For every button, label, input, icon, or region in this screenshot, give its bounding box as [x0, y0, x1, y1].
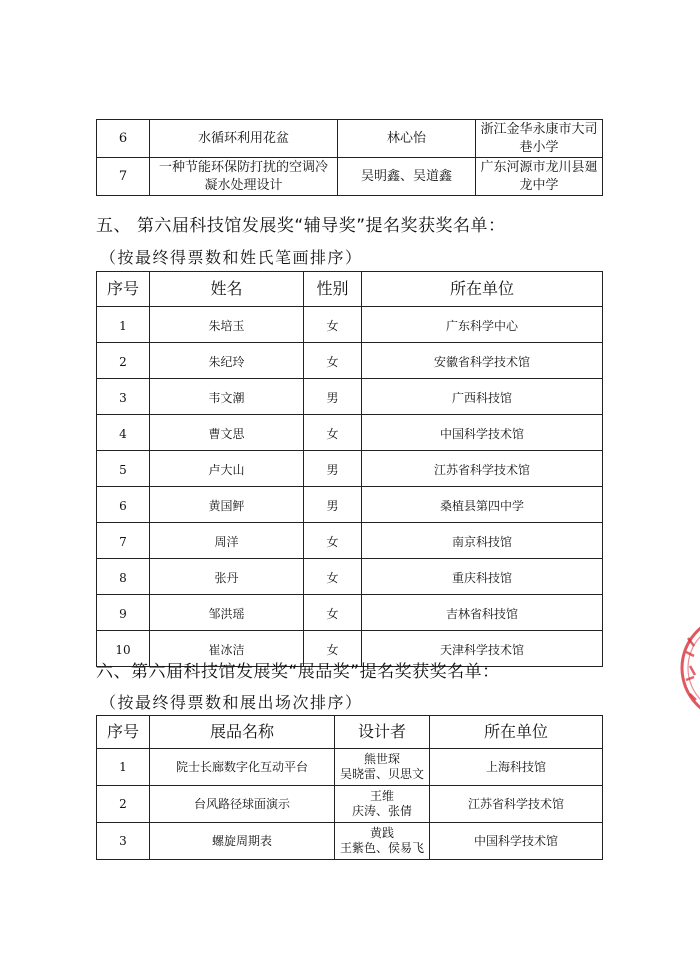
table-row	[97, 559, 603, 595]
header-unit: 所在单位	[362, 272, 603, 307]
table-row	[97, 158, 603, 196]
person-name: 崔冰洁	[150, 631, 304, 667]
section5-sort-note: （按最终得票数和姓氏笔画排序）	[100, 248, 363, 267]
row-number: 3	[97, 379, 150, 415]
person-name: 朱培玉	[150, 307, 304, 343]
person-gender: 女	[304, 523, 362, 559]
row-number: 6	[97, 487, 150, 523]
header-no: 序号	[97, 716, 150, 749]
table-header-row	[97, 716, 603, 749]
table-header-row	[97, 272, 603, 307]
person-unit: 吉林省科技馆	[362, 595, 603, 631]
row-number: 4	[97, 415, 150, 451]
person-unit: 安徽省科学技术馆	[362, 343, 603, 379]
person-name: 曹文思	[150, 415, 304, 451]
table-row	[97, 487, 603, 523]
exhibit-designers	[335, 786, 430, 823]
header-unit: 所在单位	[430, 716, 603, 749]
row-number: 10	[97, 631, 150, 667]
table-row	[97, 120, 603, 158]
table-row	[97, 523, 603, 559]
row-number: 3	[97, 823, 150, 860]
table-row	[97, 749, 603, 786]
person-name: 朱纪玲	[150, 343, 304, 379]
exhibit-award-table	[96, 715, 603, 860]
header-name: 姓名	[150, 272, 304, 307]
table-row	[97, 451, 603, 487]
section6-heading: 六、第六届科技馆发展奖“展品奖”提名奖获奖名单：	[96, 662, 500, 682]
project-unit: 浙江金华永康市大司巷小学	[476, 120, 603, 158]
person-gender: 男	[304, 379, 362, 415]
row-number: 2	[97, 786, 150, 823]
header-gender: 性别	[304, 272, 362, 307]
row-number: 8	[97, 559, 150, 595]
person-name: 韦文潮	[150, 379, 304, 415]
header-exhibit-name: 展品名称	[150, 716, 335, 749]
person-name: 周洋	[150, 523, 304, 559]
project-name: 一种节能环保防打扰的空调冷凝水处理设计	[150, 158, 338, 196]
designer-line: 黄践	[369, 826, 394, 840]
person-unit: 广西科技馆	[362, 379, 603, 415]
row-number: 6	[97, 120, 150, 158]
person-unit: 桑植县第四中学	[362, 487, 603, 523]
project-unit: 广东河源市龙川县廻龙中学	[476, 158, 603, 196]
person-unit: 重庆科技馆	[362, 559, 603, 595]
table-row	[97, 595, 603, 631]
row-number: 7	[97, 158, 150, 196]
row-number: 1	[97, 307, 150, 343]
person-gender: 女	[304, 631, 362, 667]
person-unit: 中国科学技术馆	[362, 415, 603, 451]
tutor-award-table	[96, 271, 603, 667]
row-number: 9	[97, 595, 150, 631]
person-name: 卢大山	[150, 451, 304, 487]
person-unit: 南京科技馆	[362, 523, 603, 559]
exhibit-unit: 中国科学技术馆	[430, 823, 603, 860]
designer-line: 王维	[369, 789, 394, 803]
header-no: 序号	[97, 272, 150, 307]
person-name: 黄国鲆	[150, 487, 304, 523]
header-designer: 设计者	[335, 716, 430, 749]
row-number: 5	[97, 451, 150, 487]
person-name: 张丹	[150, 559, 304, 595]
person-gender: 男	[304, 451, 362, 487]
row-number: 7	[97, 523, 150, 559]
exhibit-unit: 上海科技馆	[430, 749, 603, 786]
section6-sort-note: （按最终得票数和展出场次排序）	[100, 693, 363, 712]
table-row	[97, 307, 603, 343]
project-author: 林心怡	[338, 120, 476, 158]
designer-line: 熊世琛	[363, 752, 400, 766]
person-unit: 江苏省科学技术馆	[362, 451, 603, 487]
table-row	[97, 823, 603, 860]
person-gender: 男	[304, 487, 362, 523]
project-author: 吴明鑫、吴道鑫	[338, 158, 476, 196]
exhibit-designers	[335, 823, 430, 860]
designer-line: 庆涛、张倩	[351, 804, 412, 818]
table-row	[97, 786, 603, 823]
designer-line: 王紫色、侯易飞	[339, 841, 424, 855]
table-row	[97, 343, 603, 379]
person-gender: 女	[304, 415, 362, 451]
exhibit-name: 院士长廊数字化互动平台	[150, 749, 335, 786]
exhibit-name: 台风路径球面演示	[150, 786, 335, 823]
seal-stamp-icon	[672, 608, 700, 728]
person-name: 邹洪瑶	[150, 595, 304, 631]
project-name: 水循环利用花盆	[150, 120, 338, 158]
person-unit: 广东科学中心	[362, 307, 603, 343]
designer-line: 吴晓雷、贝思文	[339, 767, 424, 781]
person-gender: 女	[304, 343, 362, 379]
exhibit-name: 螺旋周期表	[150, 823, 335, 860]
row-number: 2	[97, 343, 150, 379]
person-unit: 天津科学技术馆	[362, 631, 603, 667]
person-gender: 女	[304, 307, 362, 343]
person-gender: 女	[304, 559, 362, 595]
exhibit-designers	[335, 749, 430, 786]
row-number: 1	[97, 749, 150, 786]
exhibit-unit: 江苏省科学技术馆	[430, 786, 603, 823]
projects-table-continued	[96, 119, 603, 196]
table-row	[97, 415, 603, 451]
table-row	[97, 379, 603, 415]
person-gender: 女	[304, 595, 362, 631]
section5-heading: 五、 第六届科技馆发展奖“辅导奖”提名奖获奖名单：	[96, 216, 506, 236]
